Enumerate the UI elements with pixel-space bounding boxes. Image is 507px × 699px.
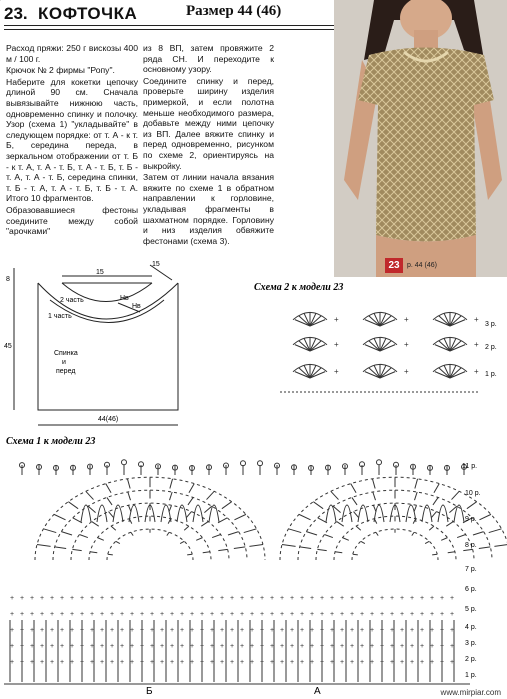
svg-text:+: + [380, 627, 385, 634]
model-photo-illustration [334, 0, 507, 277]
svg-text:+: + [60, 659, 65, 666]
svg-text:+: + [20, 611, 25, 618]
svg-text:+: + [280, 659, 285, 666]
svg-text:+: + [400, 595, 405, 602]
svg-text:+: + [330, 643, 335, 650]
hook-info: Крючок № 2 фирмы "Ропу". [6, 65, 115, 76]
svg-text:+: + [170, 611, 175, 618]
part-2-label: 2 часть [60, 297, 84, 304]
svg-text:+: + [474, 340, 479, 349]
svg-text:+: + [400, 659, 405, 666]
scheme1-row-10: 10 р. [465, 490, 481, 497]
dim-body-height: 45 [4, 343, 12, 350]
svg-text:+: + [360, 595, 365, 602]
scheme2-row-3: 3 р. [485, 321, 497, 328]
scheme1-row-6: 6 р. [465, 586, 477, 593]
svg-text:+: + [180, 659, 185, 666]
watermark: www.mirpiar.com [440, 688, 501, 697]
instructions-para-2: Образовавшиеся фестоны соедините между собой "арочками" [6, 204, 138, 237]
dim-neck-width: 15 [96, 269, 104, 276]
svg-text:+: + [190, 595, 195, 602]
svg-text:+: + [250, 643, 255, 650]
svg-text:+: + [50, 627, 55, 634]
svg-text:+: + [430, 627, 435, 634]
svg-text:+: + [340, 659, 345, 666]
svg-text:+: + [350, 659, 355, 666]
svg-text:+: + [90, 627, 95, 634]
svg-text:+: + [220, 627, 225, 634]
svg-text:+: + [150, 627, 155, 634]
svg-text:+: + [110, 595, 115, 602]
svg-text:+: + [330, 595, 335, 602]
svg-text:+: + [190, 643, 195, 650]
svg-text:+: + [420, 611, 425, 618]
svg-text:+: + [300, 643, 305, 650]
svg-text:+: + [280, 627, 285, 634]
scheme1-symbols [4, 460, 507, 684]
point-b-label: Б [146, 686, 153, 697]
svg-text:+: + [220, 643, 225, 650]
svg-text:+: + [290, 627, 295, 634]
svg-text:+: + [404, 367, 409, 376]
svg-text:+: + [380, 659, 385, 666]
svg-text:+: + [260, 595, 265, 602]
svg-text:+: + [390, 627, 395, 634]
body-label-3: перед [56, 368, 76, 375]
svg-text:+: + [260, 611, 265, 618]
svg-text:+: + [260, 627, 265, 634]
svg-text:+: + [400, 643, 405, 650]
svg-text:+: + [340, 595, 345, 602]
svg-text:+: + [400, 611, 405, 618]
scheme2-row-1: 1 р. [485, 371, 497, 378]
svg-text:+: + [350, 643, 355, 650]
svg-text:+: + [40, 595, 45, 602]
svg-text:+: + [380, 611, 385, 618]
svg-text:+: + [320, 659, 325, 666]
svg-text:+: + [450, 627, 455, 634]
svg-text:+: + [474, 315, 479, 324]
svg-text:+: + [70, 595, 75, 602]
svg-text:+: + [10, 643, 15, 650]
svg-text:+: + [404, 315, 409, 324]
svg-text:+: + [30, 643, 35, 650]
svg-text:+: + [230, 595, 235, 602]
svg-text:+: + [170, 659, 175, 666]
svg-text:+: + [270, 627, 275, 634]
svg-text:+: + [270, 643, 275, 650]
svg-text:+: + [150, 595, 155, 602]
svg-text:+: + [240, 611, 245, 618]
svg-text:+: + [200, 659, 205, 666]
svg-text:+: + [220, 659, 225, 666]
svg-text:+: + [10, 627, 15, 634]
svg-text:+: + [440, 611, 445, 618]
svg-text:+: + [10, 595, 15, 602]
svg-text:+: + [30, 611, 35, 618]
svg-text:+: + [290, 659, 295, 666]
svg-text:+: + [250, 659, 255, 666]
svg-text:+: + [20, 627, 25, 634]
svg-text:+: + [350, 611, 355, 618]
svg-text:+: + [70, 611, 75, 618]
svg-text:+: + [300, 595, 305, 602]
svg-text:+: + [240, 643, 245, 650]
svg-text:+: + [450, 611, 455, 618]
size-label: Размер 44 (46) [186, 3, 282, 19]
photo-badge: 23 [385, 258, 403, 273]
svg-text:+: + [130, 595, 135, 602]
svg-text:+: + [170, 643, 175, 650]
svg-text:+: + [320, 595, 325, 602]
svg-text:+: + [240, 627, 245, 634]
svg-text:+: + [380, 643, 385, 650]
svg-text:+: + [170, 627, 175, 634]
svg-text:+: + [390, 643, 395, 650]
svg-text:+: + [140, 643, 145, 650]
svg-text:+: + [50, 643, 55, 650]
svg-text:+: + [310, 611, 315, 618]
scheme1-row-3: 3 р. [465, 640, 477, 647]
svg-text:+: + [270, 595, 275, 602]
svg-text:+: + [120, 627, 125, 634]
svg-text:+: + [350, 627, 355, 634]
svg-text:+: + [60, 643, 65, 650]
svg-text:+: + [320, 643, 325, 650]
svg-text:+: + [330, 659, 335, 666]
svg-text:+: + [370, 611, 375, 618]
scheme1-row-5: 5 р. [465, 606, 477, 613]
svg-text:+: + [450, 643, 455, 650]
svg-text:+: + [360, 627, 365, 634]
svg-text:+: + [120, 595, 125, 602]
svg-text:+: + [280, 611, 285, 618]
instructions-para-4: Соедините спинку и перед, проверьте ширину изделия примеркой, и если полотна меньше необходимого размера, добавьте между ними цепочку из ВП. Далее вяжите спинку и перед одновременно, рисунком по схеме 2, ориентируясь на выкройку. [143, 75, 274, 171]
svg-text:+: + [210, 611, 215, 618]
body-label-1: Спинка [54, 350, 78, 357]
svg-text:+: + [334, 340, 339, 349]
model-number: 23. [4, 4, 28, 23]
svg-text:+: + [20, 595, 25, 602]
svg-text:+: + [140, 595, 145, 602]
svg-text:+: + [80, 627, 85, 634]
scheme1-title: Схема 1 к модели 23 [6, 436, 96, 447]
svg-text:+: + [370, 659, 375, 666]
scheme2-title: Схема 2 к модели 23 [254, 282, 344, 293]
svg-text:+: + [430, 595, 435, 602]
svg-text:+: + [160, 627, 165, 634]
svg-text:+: + [440, 659, 445, 666]
svg-text:+: + [310, 643, 315, 650]
svg-text:+: + [440, 627, 445, 634]
svg-text:+: + [410, 611, 415, 618]
garment-schematic [14, 265, 178, 425]
dim-shoulder: 15 [152, 261, 160, 268]
svg-text:+: + [404, 340, 409, 349]
svg-text:+: + [400, 627, 405, 634]
svg-text:+: + [430, 643, 435, 650]
svg-text:+: + [40, 643, 45, 650]
svg-text:+: + [220, 595, 225, 602]
svg-text:+: + [60, 595, 65, 602]
instructions-right-column [143, 43, 274, 247]
svg-text:+: + [370, 595, 375, 602]
svg-text:+: + [40, 659, 45, 666]
svg-text:+: + [200, 611, 205, 618]
svg-text:+: + [360, 611, 365, 618]
svg-text:+: + [300, 627, 305, 634]
svg-text:+: + [130, 643, 135, 650]
svg-text:+: + [370, 643, 375, 650]
svg-text:+: + [270, 611, 275, 618]
yarn-consumption: Расход пряжи: 250 г вискозы 400 м / 100 г. [6, 43, 138, 64]
svg-text:+: + [140, 627, 145, 634]
instructions-para-5: Затем от линии начала вязания вяжите по схеме 1 в обратном направлении к горловине, укладывая фрагменты в шахматном порядке. Горловину и низ изделия обвяжите фестонами (схема 3). [143, 172, 274, 246]
svg-text:+: + [100, 659, 105, 666]
svg-text:+: + [360, 643, 365, 650]
part-1-label: 1 часть [48, 313, 72, 320]
svg-text:+: + [110, 643, 115, 650]
svg-text:+: + [150, 643, 155, 650]
scheme2-symbols [280, 312, 480, 392]
svg-text:+: + [90, 595, 95, 602]
svg-text:+: + [280, 643, 285, 650]
dim-body-width: 44(46) [98, 416, 119, 423]
svg-text:+: + [420, 659, 425, 666]
svg-text:+: + [290, 595, 295, 602]
svg-text:+: + [380, 595, 385, 602]
svg-text:+: + [240, 659, 245, 666]
svg-text:+: + [200, 627, 205, 634]
svg-text:+: + [450, 595, 455, 602]
svg-text:+: + [20, 659, 25, 666]
svg-text:+: + [80, 611, 85, 618]
svg-text:+: + [420, 595, 425, 602]
instructions-para-3: из 8 ВП, затем провяжите 2 ряда СН. И переходите к основному узору. [143, 43, 274, 75]
svg-text:+: + [190, 627, 195, 634]
svg-text:+: + [210, 659, 215, 666]
svg-text:+: + [260, 659, 265, 666]
svg-text:+: + [90, 643, 95, 650]
title-rule-top [4, 25, 334, 26]
svg-text:+: + [320, 627, 325, 634]
svg-text:+: + [230, 627, 235, 634]
svg-text:+: + [90, 611, 95, 618]
svg-text:+: + [160, 659, 165, 666]
svg-text:+: + [180, 643, 185, 650]
svg-text:+: + [80, 643, 85, 650]
svg-text:+: + [180, 611, 185, 618]
svg-text:+: + [250, 627, 255, 634]
svg-text:+: + [420, 627, 425, 634]
svg-text:+: + [170, 595, 175, 602]
svg-text:+: + [30, 595, 35, 602]
svg-text:+: + [40, 627, 45, 634]
svg-text:+: + [474, 367, 479, 376]
svg-text:+: + [410, 595, 415, 602]
svg-text:+: + [280, 595, 285, 602]
svg-text:+: + [250, 611, 255, 618]
svg-text:+: + [270, 659, 275, 666]
scheme1-row-11: 11 р. [462, 463, 478, 470]
svg-text:+: + [200, 643, 205, 650]
scheme1-row-4: 4 р. [465, 624, 477, 631]
svg-text:+: + [350, 595, 355, 602]
svg-text:+: + [340, 627, 345, 634]
svg-text:+: + [370, 627, 375, 634]
scheme1-row-7: 7 р. [465, 566, 477, 573]
scheme1-row-9: 9 р. [465, 516, 477, 523]
svg-text:+: + [230, 643, 235, 650]
svg-text:+: + [70, 627, 75, 634]
svg-text:+: + [70, 643, 75, 650]
direction-label-2: Нв [132, 303, 141, 310]
svg-text:+: + [334, 315, 339, 324]
svg-text:+: + [140, 611, 145, 618]
svg-text:+: + [60, 611, 65, 618]
svg-text:+: + [110, 659, 115, 666]
svg-text:+: + [430, 659, 435, 666]
svg-text:+: + [450, 659, 455, 666]
svg-text:+: + [90, 659, 95, 666]
svg-text:+: + [50, 659, 55, 666]
svg-text:+: + [430, 611, 435, 618]
svg-text:+: + [220, 611, 225, 618]
svg-text:+: + [80, 595, 85, 602]
svg-text:+: + [290, 643, 295, 650]
instructions-para-1: Наберите для кокетки цепочку длиной 90 см. Сначала вывязывайте нижнюю часть, одновременно спинку и полочку. Узор (схема 1) "укладывайте" в следующем порядке: от т. А - к т. Б, середина переда, в зеркальном отображении от т. Б - к т. А, т. А - т. Б, т. А - т. Б, т. Б - т. А, т. А - т. Б, середина спинки, т. Б - т. А, т. А - т. Б, т. Б - т. А. Итого 10 фрагментов. [6, 76, 138, 204]
svg-text:+: + [190, 659, 195, 666]
svg-text:+: + [240, 595, 245, 602]
svg-text:+: + [30, 659, 35, 666]
photo-size-caption: р. 44 (46) [407, 262, 437, 269]
svg-text:+: + [10, 659, 15, 666]
svg-text:+: + [250, 595, 255, 602]
svg-text:+: + [210, 595, 215, 602]
svg-text:+: + [20, 643, 25, 650]
svg-text:+: + [210, 643, 215, 650]
scheme2-row-2: 2 р. [485, 344, 497, 351]
svg-text:+: + [50, 611, 55, 618]
svg-text:+: + [120, 659, 125, 666]
svg-text:+: + [310, 595, 315, 602]
svg-text:+: + [230, 611, 235, 618]
svg-text:+: + [100, 595, 105, 602]
svg-text:+: + [160, 595, 165, 602]
dim-yoke-height: 8 [6, 276, 10, 283]
svg-text:+: + [410, 627, 415, 634]
svg-text:+: + [150, 611, 155, 618]
svg-text:+: + [150, 659, 155, 666]
svg-text:+: + [110, 627, 115, 634]
svg-text:+: + [40, 611, 45, 618]
body-label-2: и [62, 359, 66, 366]
svg-text:+: + [230, 659, 235, 666]
svg-text:+: + [420, 643, 425, 650]
svg-text:+: + [130, 611, 135, 618]
svg-text:+: + [300, 611, 305, 618]
svg-text:+: + [260, 643, 265, 650]
direction-label-1: Нв [120, 295, 129, 302]
svg-text:+: + [330, 611, 335, 618]
svg-text:+: + [200, 595, 205, 602]
svg-text:+: + [70, 659, 75, 666]
svg-text:+: + [100, 611, 105, 618]
svg-text:+: + [100, 643, 105, 650]
scheme1-row-1: 1 р. [465, 672, 477, 679]
svg-text:+: + [334, 367, 339, 376]
svg-text:+: + [120, 643, 125, 650]
svg-text:+: + [410, 659, 415, 666]
svg-text:+: + [50, 595, 55, 602]
svg-text:+: + [160, 611, 165, 618]
svg-text:+: + [110, 611, 115, 618]
svg-text:+: + [330, 627, 335, 634]
scheme1-row-labels [462, 463, 481, 679]
svg-text:+: + [80, 659, 85, 666]
svg-text:+: + [60, 627, 65, 634]
svg-text:+: + [130, 659, 135, 666]
svg-text:+: + [160, 643, 165, 650]
svg-text:+: + [310, 659, 315, 666]
instructions-left-column [6, 43, 138, 238]
svg-text:+: + [340, 611, 345, 618]
svg-text:+: + [140, 659, 145, 666]
svg-text:+: + [320, 611, 325, 618]
svg-text:+: + [310, 627, 315, 634]
point-a-label: А [314, 686, 321, 697]
svg-text:+: + [390, 595, 395, 602]
svg-text:+: + [120, 611, 125, 618]
scheme1-row-2: 2 р. [465, 656, 477, 663]
svg-text:+: + [180, 595, 185, 602]
model-title: КОФТОЧКА [38, 4, 138, 23]
svg-text:+: + [100, 627, 105, 634]
svg-text:+: + [300, 659, 305, 666]
svg-text:+: + [190, 611, 195, 618]
svg-text:+: + [390, 659, 395, 666]
svg-text:+: + [440, 643, 445, 650]
svg-text:+: + [290, 611, 295, 618]
svg-text:+: + [30, 627, 35, 634]
svg-text:+: + [360, 659, 365, 666]
svg-text:+: + [340, 643, 345, 650]
svg-text:+: + [10, 611, 15, 618]
svg-text:+: + [410, 643, 415, 650]
svg-text:+: + [210, 627, 215, 634]
title-rule-bottom [4, 29, 334, 30]
svg-text:+: + [440, 595, 445, 602]
svg-text:+: + [130, 627, 135, 634]
scheme1-row-8: 8 р. [465, 542, 477, 549]
svg-text:+: + [390, 611, 395, 618]
model-photo [334, 0, 507, 277]
svg-text:+: + [180, 627, 185, 634]
